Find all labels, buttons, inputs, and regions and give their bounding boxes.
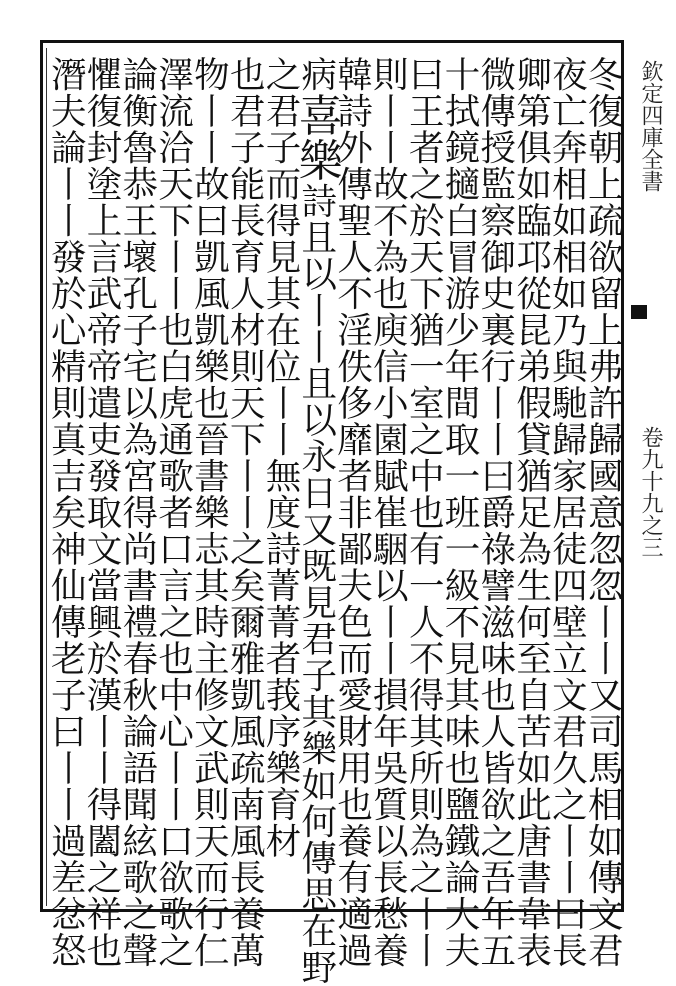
column-body: 詩且以丨丨且以永日又既見君子其樂如何傳思在野	[295, 182, 337, 986]
text-column: 韓詩外傳聖人不淫佚侈靡者非鄙夫色而愛財用也養有適過	[331, 56, 373, 969]
text-column: 微傳授監察御史裏行丨丨曰爵祿譬滋味也人皆欲之吾年五	[474, 56, 516, 969]
text-column: 曰王者之於天下猶一室之中也有一人不得其所則為之丨丨	[403, 56, 445, 969]
text-column: 十拭鏡擿白冒游少年間取一班一級不見其味也鹽鐵論大夫	[439, 56, 480, 969]
text-column	[290, 56, 342, 986]
juan-number: 卷九十九之三	[638, 426, 663, 558]
text-column: 潛夫論丨丨發於心精則真吉矣神仙傳老子曰丨丨過差忿怒	[45, 56, 87, 969]
book-title: 欽定四庫全書	[638, 60, 663, 192]
text-column: 也君子能長育人材則天下丨丨之矣爾雅凱風疏南風長養萬	[224, 56, 266, 969]
text-column: 則丨丨故不為也庾信小園賦崔駰以丨丨損年吳質以長愁養	[367, 56, 409, 969]
column-body: 之君子而得見其在位丨丨無度詩菁菁者莪序樂育材	[260, 56, 301, 859]
headword: 喜樂	[290, 92, 342, 183]
column-prefix: 病	[295, 56, 337, 93]
text-column: 卿第俱如臨邛從昆弟假貸猶足為生何至自苦如此唐書韋表	[510, 56, 552, 969]
text-column: 夜亡奔相如相如乃與馳歸家居徒四壁立文君久之丨丨曰長	[546, 56, 588, 969]
text-column: 物丨丨故曰凱風凱樂也晉書樂志其時主修文武則天而行仁	[188, 56, 230, 969]
text-column	[260, 56, 300, 901]
text-column: 論衡魯恭王壞孔子宅以為宮得尚書禮春秋論語聞絃歌之聲	[116, 56, 158, 969]
margin-label	[630, 60, 670, 910]
text-column: 冬復朝上疏欲留上弗許歸國意忽忽丨丨又司馬相如傳文君	[582, 56, 624, 969]
text-column: 懼復封塗上言武帝帝遣吏發取文當興於漢丨丨得闔之祥也	[81, 56, 122, 969]
text-column: 澤流洽天下丨丨也白虎通歌者口言之也中心丨丨口欲歌之	[152, 56, 194, 969]
